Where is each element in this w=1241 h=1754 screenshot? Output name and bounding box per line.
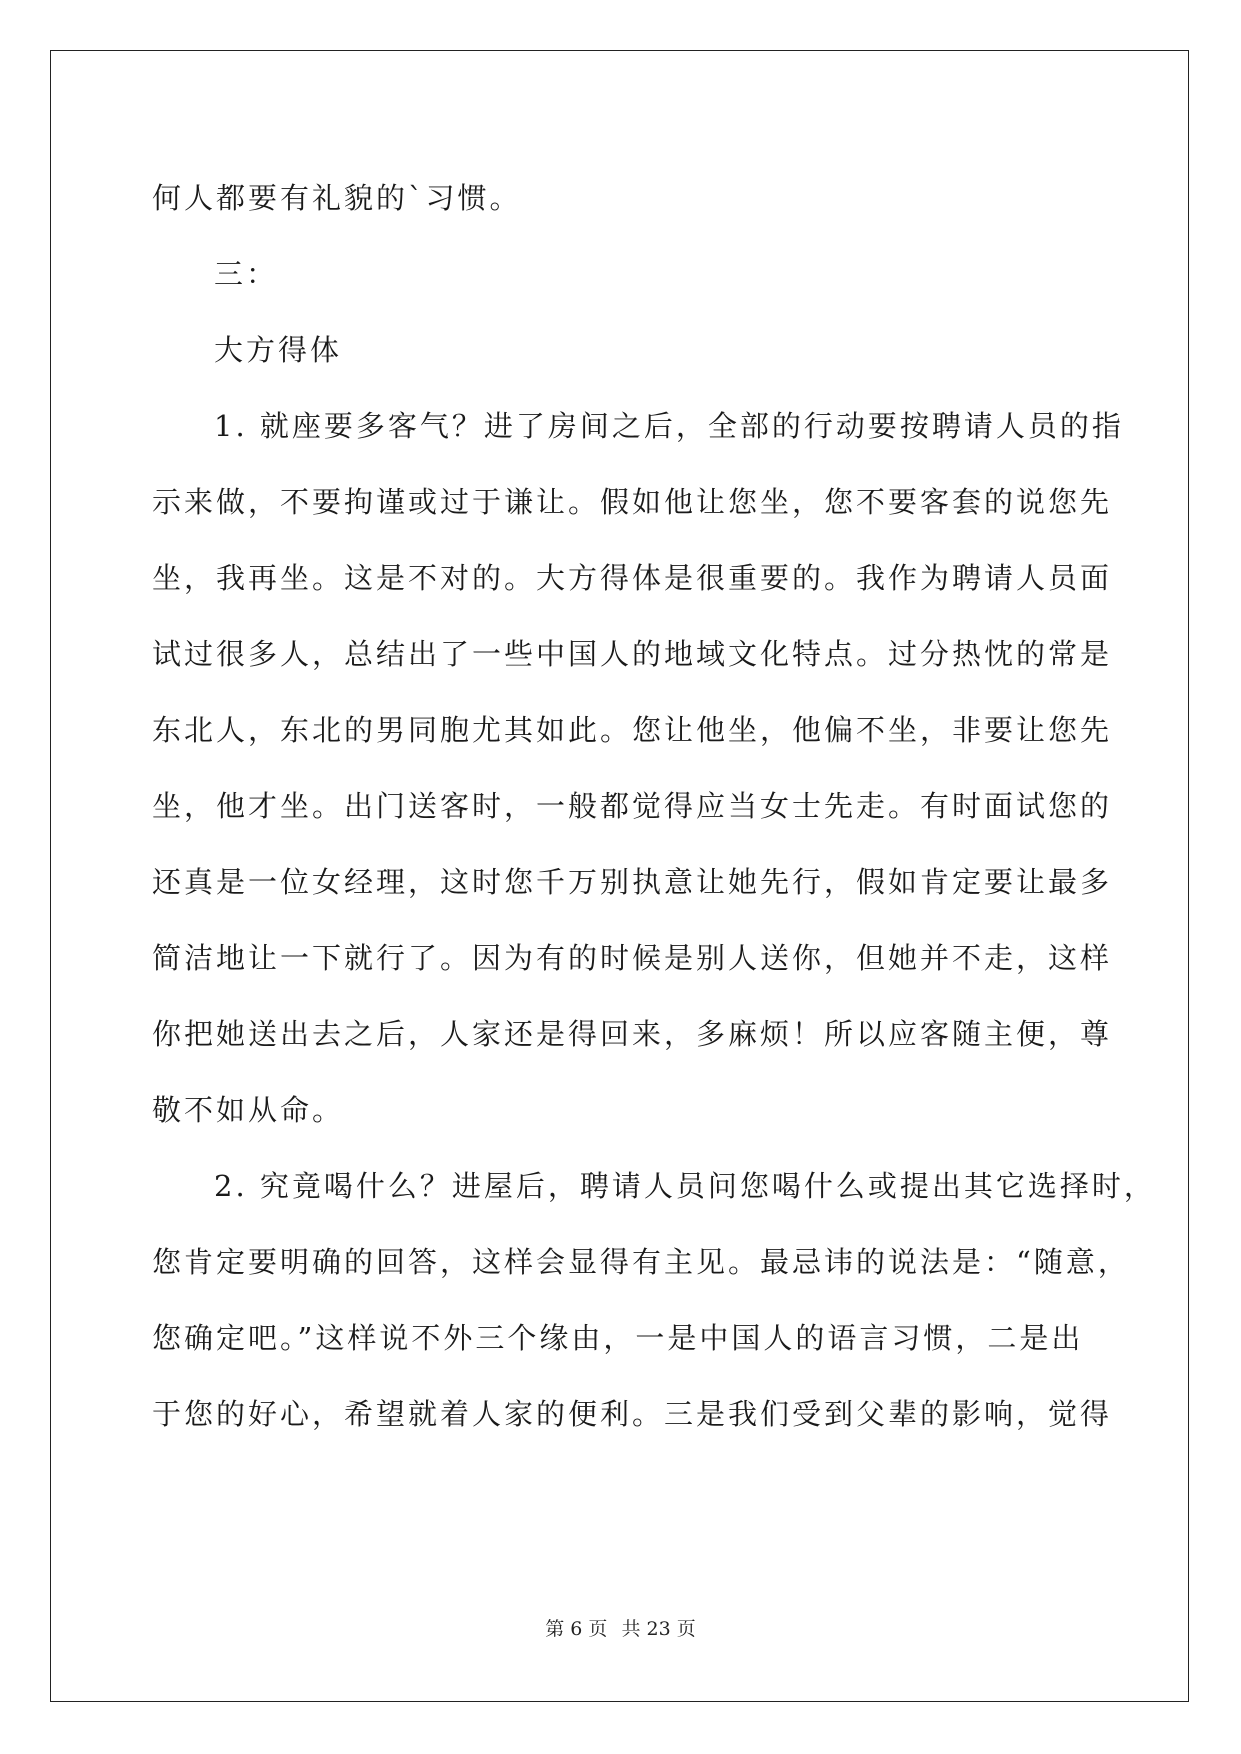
section-heading-number: 三： bbox=[214, 257, 279, 291]
document-body bbox=[152, 160, 1156, 1452]
text-line: 何人都要有礼貌的`习惯。 bbox=[152, 181, 522, 215]
total-pages: 共 23 页 bbox=[621, 1618, 696, 1640]
text-line: 东北人，东北的男同胞尤其如此。您让他坐，他偏不坐，非要让您先 bbox=[152, 713, 1113, 747]
text-line: 示来做，不要拘谨或过于谦让。假如他让您坐，您不要客套的说您先 bbox=[152, 485, 1113, 519]
page-footer bbox=[0, 1614, 1241, 1641]
page-number: 第 6 页 bbox=[545, 1618, 608, 1640]
section-heading-title: 大方得体 bbox=[214, 333, 343, 367]
text-line: 坐，他才坐。出门送客时，一般都觉得应当女士先走。有时面试您的 bbox=[152, 789, 1113, 823]
text-line: 试过很多人，总结出了一些中国人的地域文化特点。过分热忱的常是 bbox=[152, 637, 1113, 671]
text-line: 你把她送出去之后，人家还是得回来，多麻烦！所以应客随主便，尊 bbox=[152, 1017, 1113, 1051]
text-line: 2. 究竟喝什么？进屋后，聘请人员问您喝什么或提出其它选择时， bbox=[214, 1169, 1156, 1203]
text-line: 于您的好心，希望就着人家的便利。三是我们受到父辈的影响，觉得 bbox=[152, 1397, 1113, 1431]
text-line: 简洁地让一下就行了。因为有的时候是别人送你，但她并不走，这样 bbox=[152, 941, 1113, 975]
text-line: 坐，我再坐。这是不对的。大方得体是很重要的。我作为聘请人员面 bbox=[152, 561, 1113, 595]
text-line: 敬不如从命。 bbox=[152, 1093, 345, 1127]
text-line: 还真是一位女经理，这时您千万别执意让她先行，假如肯定要让最多 bbox=[152, 865, 1113, 899]
text-line: 1. 就座要多客气？进了房间之后，全部的行动要按聘请人员的指 bbox=[214, 409, 1124, 443]
text-line: 您肯定要明确的回答，这样会显得有主见。最忌讳的说法是：“随意， bbox=[152, 1245, 1130, 1279]
text-line: 您确定吧。”这样说不外三个缘由，一是中国人的语言习惯，二是出 bbox=[152, 1321, 1084, 1355]
